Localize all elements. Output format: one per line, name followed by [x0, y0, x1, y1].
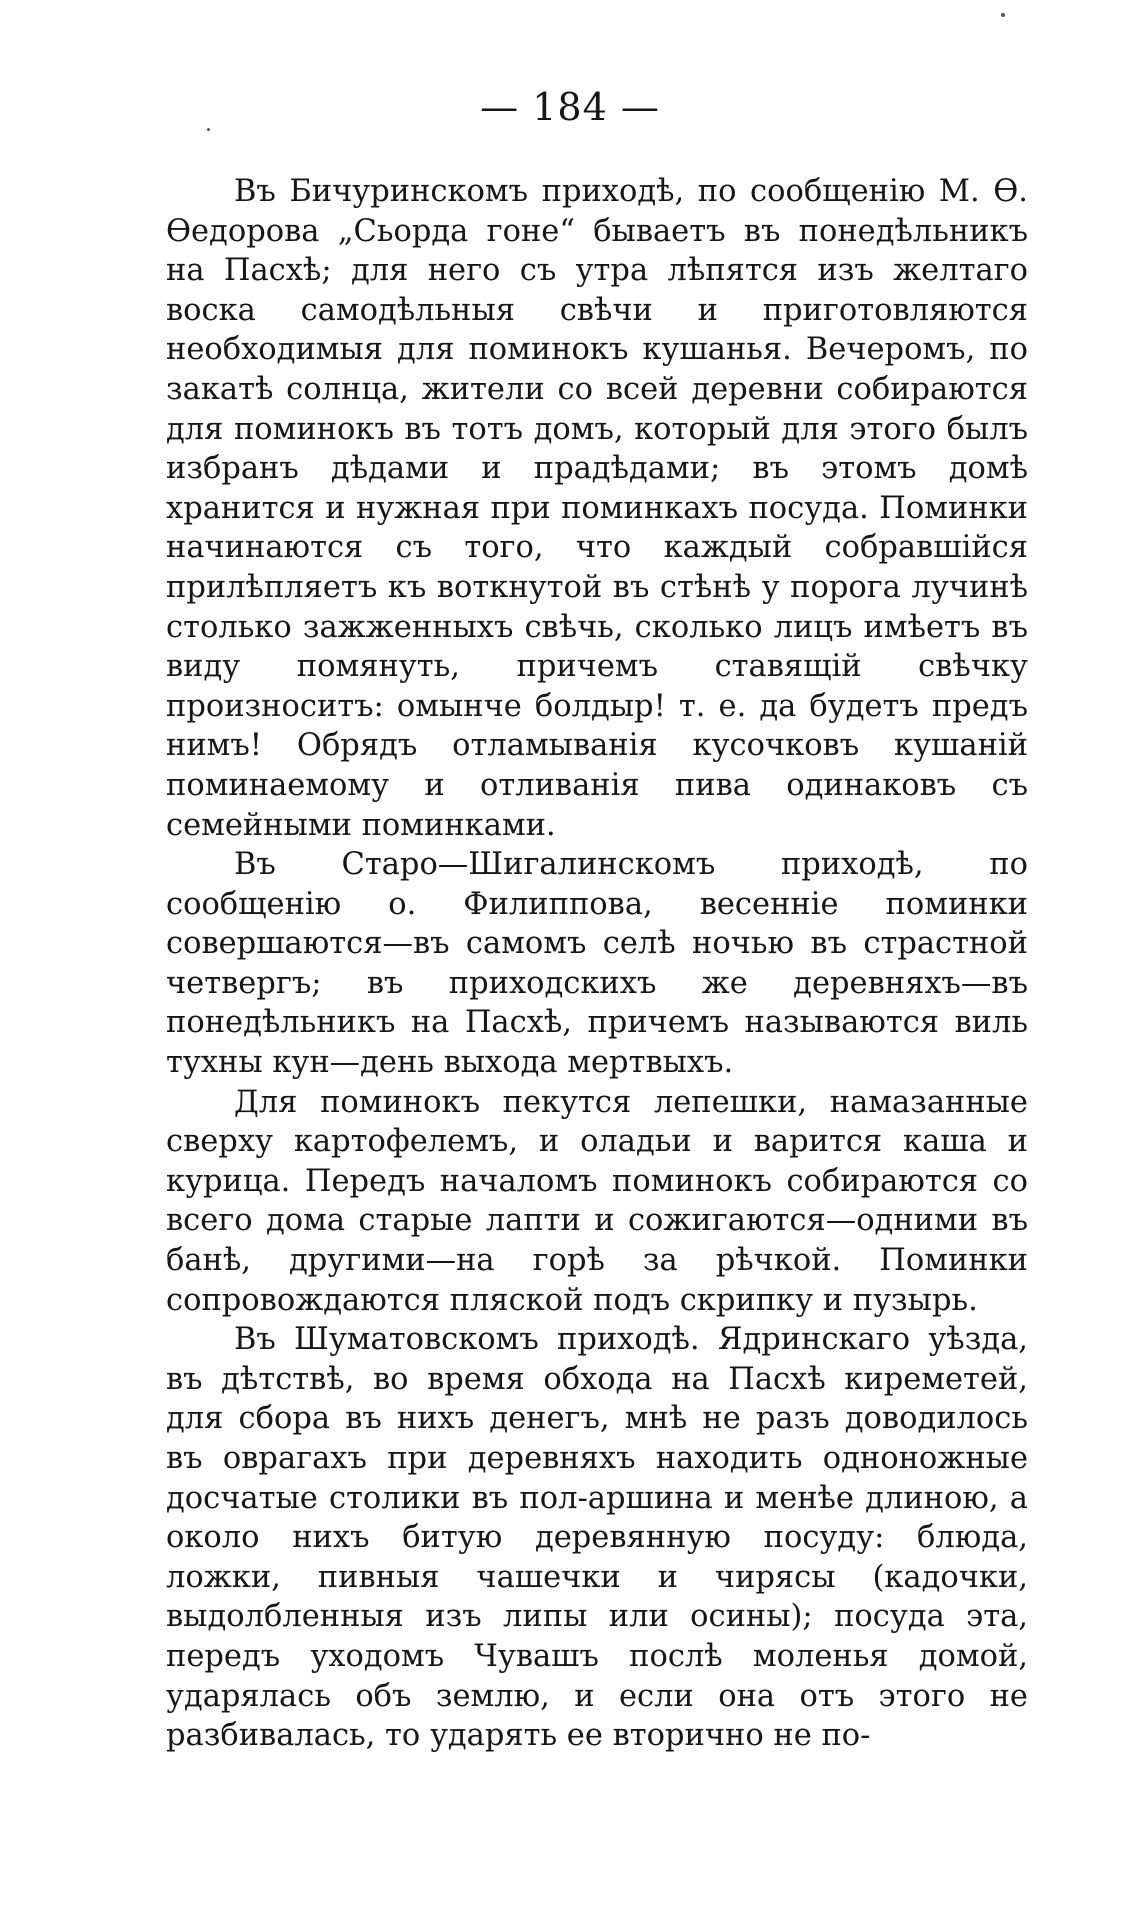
page-text	[166, 172, 1028, 1756]
paragraph-shumatovsky: Въ Шуматовскомъ приходѣ. Ядринскаго уѣзда, въ дѣтствѣ, во время обхода на Пасхѣ киреметей, для сбора въ нихъ денегъ, мнѣ не разъ доводилось въ оврагахъ при деревняхъ находить одноножные досчатые столики въ пол-аршина и менѣе длиною, а около нихъ битую деревянную посуду: блюда, ложки, пивныя чашечки и чирясы (кадочки, выдолбленныя изъ липы или осины); посуда эта, передъ уходомъ Чувашъ послѣ моленья домой, ударялась объ землю, и если она отъ этого не разбивалась, то ударять ее вторично не по-	[166, 1322, 1028, 1754]
page-number: — 184 —	[480, 85, 660, 129]
paragraph-bichurinsky: Въ Бичуринскомъ приходѣ, по сообщенію М. Ѳ. Ѳедорова „Сьорда гоне“ бываетъ въ понедѣльникъ на Пасхѣ; для него съ утра лѣпятся изъ желтаго воска самодѣльныя свѣчи и приготовляются необходимыя для поминокъ кушанья. Вечеромъ, по закатѣ солнца, жители со всей деревни собираются для поминокъ въ тотъ домъ, который для этого былъ избранъ дѣдами и прадѣдами; въ этомъ домѣ хранится и нужная при поминкахъ посуда. Поминки начинаются съ того, что каждый собравшійся прилѣпляетъ къ воткнутой въ стѣнѣ у порога лучинѣ столько зажженныхъ свѣчь, сколько лицъ имѣетъ въ виду помянуть, причемъ ставящій свѣчку произноситъ: омынче болдыр! т. е. да будетъ предъ нимъ! Обрядъ отламыванія кусочковъ кушаній поминаемому и отливанія пива одинаковъ съ семейными поминками.	[166, 174, 1028, 843]
scan-speck	[1001, 13, 1005, 17]
paragraph-staro-shigalinsky: Въ Старо—Шигалинскомъ приходѣ, по сообщенію о. Филиппова, весенніе поминки совершаются—въ самомъ селѣ ночью въ страстной четвергъ; въ приходскихъ же деревняхъ—въ понедѣльникъ на Пасхѣ, причемъ называются виль тухны кун—день выхода мертвыхъ.	[166, 847, 1028, 1081]
paragraph-pominki-food: Для поминокъ пекутся лепешки, намазанные сверху картофелемъ, и оладьи и варится каша и курица. Передъ началомъ поминокъ собираются со всего дома старые лапти и сожигаются—одними въ банѣ, другими—на горѣ за рѣчкой. Поминки сопровождаются пляской подъ скрипку и пузырь.	[166, 1084, 1028, 1318]
scan-speck	[207, 128, 210, 131]
